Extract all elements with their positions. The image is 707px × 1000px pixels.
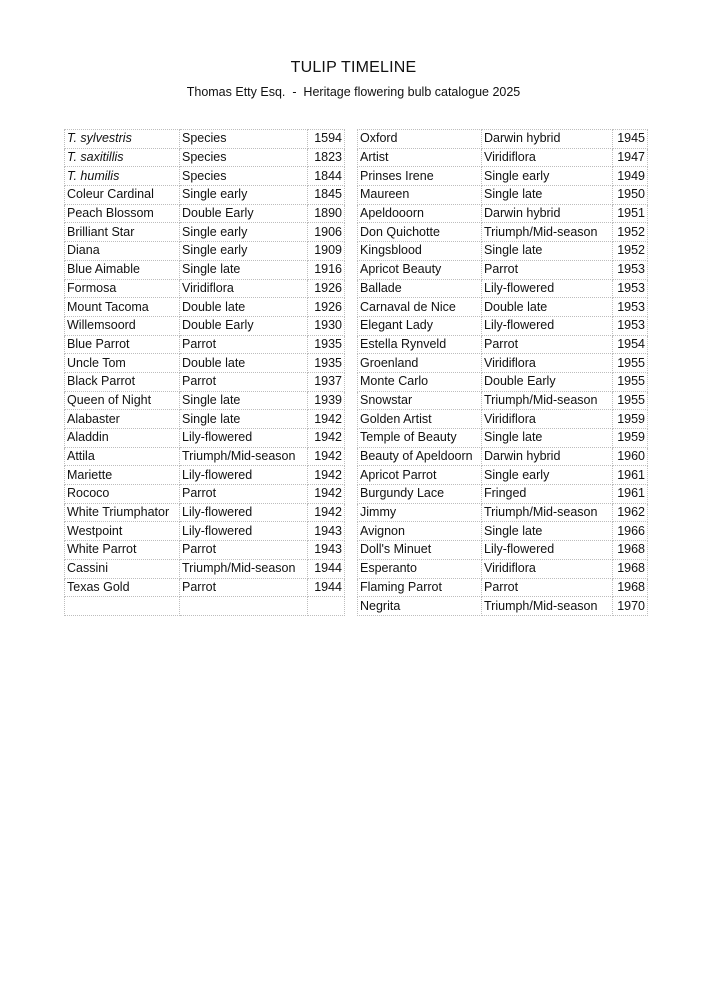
left-year-cell: 1942 [308,429,345,448]
left-year-cell: 1939 [308,391,345,410]
right-year-cell: 1949 [613,167,648,186]
left-name-cell: Black Parrot [65,372,180,391]
left-name-cell: Blue Aimable [65,260,180,279]
right-name-cell: Maureen [358,186,482,205]
right-name-cell: Beauty of Apeldoorn [358,447,482,466]
left-type-cell: Double Early [180,316,308,335]
left-year-cell: 1930 [308,316,345,335]
left-year-cell [308,597,345,616]
column-gap [345,223,358,242]
timeline-body [65,130,648,616]
table-row [65,167,648,186]
right-type-cell: Parrot [482,335,613,354]
column-gap [345,260,358,279]
column-gap [345,410,358,429]
right-type-cell: Darwin hybrid [482,130,613,149]
right-name-cell: Avignon [358,522,482,541]
left-type-cell: Lily-flowered [180,466,308,485]
left-name-cell: Brilliant Star [65,223,180,242]
right-type-cell: Viridiflora [482,354,613,373]
right-name-cell: Artist [358,148,482,167]
right-year-cell: 1970 [613,597,648,616]
column-gap [345,316,358,335]
right-year-cell: 1961 [613,466,648,485]
left-type-cell: Viridiflora [180,279,308,298]
right-type-cell: Triumph/Mid-season [482,597,613,616]
left-name-cell: Formosa [65,279,180,298]
right-type-cell: Lily-flowered [482,279,613,298]
column-gap [345,130,358,149]
left-year-cell: 1823 [308,148,345,167]
right-year-cell: 1945 [613,130,648,149]
table-row [65,503,648,522]
right-type-cell: Triumph/Mid-season [482,223,613,242]
right-type-cell: Triumph/Mid-season [482,391,613,410]
left-year-cell: 1942 [308,410,345,429]
left-name-cell: Mount Tacoma [65,298,180,317]
right-name-cell: Jimmy [358,503,482,522]
right-type-cell: Double late [482,298,613,317]
left-name-cell: Attila [65,447,180,466]
right-year-cell: 1955 [613,391,648,410]
column-gap [345,335,358,354]
right-type-cell: Viridiflora [482,148,613,167]
left-type-cell: Parrot [180,578,308,597]
column-gap [345,242,358,261]
left-year-cell: 1944 [308,578,345,597]
table-row [65,186,648,205]
left-name-cell: Queen of Night [65,391,180,410]
right-year-cell: 1954 [613,335,648,354]
table-row [65,372,648,391]
right-year-cell: 1955 [613,354,648,373]
left-name-cell: Coleur Cardinal [65,186,180,205]
table-row [65,316,648,335]
right-name-cell: Kingsblood [358,242,482,261]
right-year-cell: 1960 [613,447,648,466]
page-subtitle: Thomas Etty Esq. - Heritage flowering bulb catalogue 2025 [186,85,521,99]
right-name-cell: Oxford [358,130,482,149]
column-gap [345,522,358,541]
table-row [65,260,648,279]
left-type-cell: Lily-flowered [180,429,308,448]
left-year-cell: 1844 [308,167,345,186]
right-type-cell: Lily-flowered [482,541,613,560]
right-name-cell: Elegant Lady [358,316,482,335]
table-row [65,559,648,578]
right-year-cell: 1968 [613,559,648,578]
left-year-cell: 1942 [308,485,345,504]
table-row [65,335,648,354]
left-type-cell: Double Early [180,204,308,223]
table-row [65,522,648,541]
left-type-cell: Lily-flowered [180,522,308,541]
left-type-cell: Single early [180,223,308,242]
column-gap [345,597,358,616]
left-name-cell: Diana [65,242,180,261]
right-type-cell: Triumph/Mid-season [482,503,613,522]
right-type-cell: Single late [482,429,613,448]
right-year-cell: 1959 [613,429,648,448]
table-row [65,130,648,149]
left-year-cell: 1916 [308,260,345,279]
column-gap [345,541,358,560]
right-type-cell: Double Early [482,372,613,391]
right-type-cell: Darwin hybrid [482,447,613,466]
column-gap [345,447,358,466]
column-gap [345,354,358,373]
right-year-cell: 1961 [613,485,648,504]
right-name-cell: Negrita [358,597,482,616]
left-year-cell: 1845 [308,186,345,205]
left-year-cell: 1944 [308,559,345,578]
left-name-cell: Westpoint [65,522,180,541]
right-name-cell: Ballade [358,279,482,298]
page-title: TULIP TIMELINE [290,59,417,76]
right-name-cell: Don Quichotte [358,223,482,242]
right-type-cell: Fringed [482,485,613,504]
right-type-cell: Darwin hybrid [482,204,613,223]
table-row [65,429,648,448]
right-type-cell: Viridiflora [482,410,613,429]
column-gap [345,279,358,298]
right-year-cell: 1953 [613,260,648,279]
table-row [65,578,648,597]
left-name-cell: T. sylvestris [65,130,180,149]
column-gap [345,167,358,186]
left-type-cell: Species [180,148,308,167]
left-name-cell: Aladdin [65,429,180,448]
column-gap [345,578,358,597]
right-name-cell: Apricot Parrot [358,466,482,485]
left-type-cell: Single early [180,186,308,205]
left-year-cell: 1926 [308,298,345,317]
left-type-cell: Double late [180,354,308,373]
table-row [65,410,648,429]
table-row [65,597,648,616]
left-name-cell: White Triumphator [65,503,180,522]
left-type-cell: Parrot [180,372,308,391]
left-name-cell: Cassini [65,559,180,578]
right-name-cell: Doll's Minuet [358,541,482,560]
column-gap [345,466,358,485]
table-row [65,447,648,466]
left-type-cell: Single early [180,242,308,261]
left-name-cell: T. humilis [65,167,180,186]
right-type-cell: Viridiflora [482,559,613,578]
column-gap [345,204,358,223]
left-year-cell: 1926 [308,279,345,298]
right-year-cell: 1953 [613,298,648,317]
table-row [65,466,648,485]
right-name-cell: Groenland [358,354,482,373]
right-name-cell: Snowstar [358,391,482,410]
left-year-cell: 1935 [308,335,345,354]
left-year-cell: 1935 [308,354,345,373]
left-type-cell: Lily-flowered [180,503,308,522]
right-type-cell: Single early [482,167,613,186]
left-name-cell: Peach Blossom [65,204,180,223]
column-gap [345,298,358,317]
right-name-cell: Estella Rynveld [358,335,482,354]
column-gap [345,559,358,578]
left-type-cell: Single late [180,260,308,279]
table-row [65,279,648,298]
column-gap [345,148,358,167]
right-year-cell: 1952 [613,223,648,242]
right-year-cell: 1947 [613,148,648,167]
right-year-cell: 1962 [613,503,648,522]
right-name-cell: Temple of Beauty [358,429,482,448]
right-type-cell: Single early [482,466,613,485]
table-row [65,148,648,167]
right-name-cell: Esperanto [358,559,482,578]
right-name-cell: Apricot Beauty [358,260,482,279]
table-row [65,242,648,261]
right-year-cell: 1968 [613,541,648,560]
right-year-cell: 1968 [613,578,648,597]
column-gap [345,186,358,205]
left-year-cell: 1942 [308,466,345,485]
right-name-cell: Apeldooorn [358,204,482,223]
table-row [65,391,648,410]
right-year-cell: 1953 [613,279,648,298]
table-row [65,298,648,317]
left-year-cell: 1943 [308,522,345,541]
left-year-cell: 1937 [308,372,345,391]
column-gap [345,503,358,522]
left-name-cell: Willemsoord [65,316,180,335]
right-year-cell: 1951 [613,204,648,223]
left-type-cell: Parrot [180,541,308,560]
left-type-cell [180,597,308,616]
table-row [65,354,648,373]
table-row [65,204,648,223]
tulip-timeline-table [64,129,648,616]
right-year-cell: 1952 [613,242,648,261]
right-year-cell: 1950 [613,186,648,205]
left-type-cell: Species [180,167,308,186]
right-type-cell: Single late [482,186,613,205]
left-type-cell: Triumph/Mid-season [180,559,308,578]
left-name-cell: Rococo [65,485,180,504]
right-name-cell: Carnaval de Nice [358,298,482,317]
column-gap [345,372,358,391]
right-type-cell: Single late [482,242,613,261]
left-year-cell: 1943 [308,541,345,560]
left-type-cell: Parrot [180,485,308,504]
right-year-cell: 1959 [613,410,648,429]
left-name-cell: Uncle Tom [65,354,180,373]
right-type-cell: Lily-flowered [482,316,613,335]
right-type-cell: Parrot [482,260,613,279]
left-name-cell: Blue Parrot [65,335,180,354]
right-name-cell: Golden Artist [358,410,482,429]
left-type-cell: Species [180,130,308,149]
left-name-cell: Texas Gold [65,578,180,597]
left-name-cell: T. saxitillis [65,148,180,167]
left-type-cell: Triumph/Mid-season [180,447,308,466]
left-year-cell: 1942 [308,447,345,466]
column-gap [345,391,358,410]
column-gap [345,429,358,448]
right-name-cell: Burgundy Lace [358,485,482,504]
right-name-cell: Prinses Irene [358,167,482,186]
table-row [65,223,648,242]
right-type-cell: Single late [482,522,613,541]
table-row [65,541,648,560]
right-year-cell: 1966 [613,522,648,541]
left-year-cell: 1906 [308,223,345,242]
left-type-cell: Single late [180,391,308,410]
left-year-cell: 1890 [308,204,345,223]
left-type-cell: Parrot [180,335,308,354]
left-year-cell: 1594 [308,130,345,149]
right-name-cell: Flaming Parrot [358,578,482,597]
left-year-cell: 1909 [308,242,345,261]
right-type-cell: Parrot [482,578,613,597]
left-name-cell: Mariette [65,466,180,485]
right-year-cell: 1953 [613,316,648,335]
left-type-cell: Double late [180,298,308,317]
right-year-cell: 1955 [613,372,648,391]
table-row [65,485,648,504]
column-gap [345,485,358,504]
left-year-cell: 1942 [308,503,345,522]
left-name-cell [65,597,180,616]
right-name-cell: Monte Carlo [358,372,482,391]
left-name-cell: White Parrot [65,541,180,560]
left-name-cell: Alabaster [65,410,180,429]
left-type-cell: Single late [180,410,308,429]
